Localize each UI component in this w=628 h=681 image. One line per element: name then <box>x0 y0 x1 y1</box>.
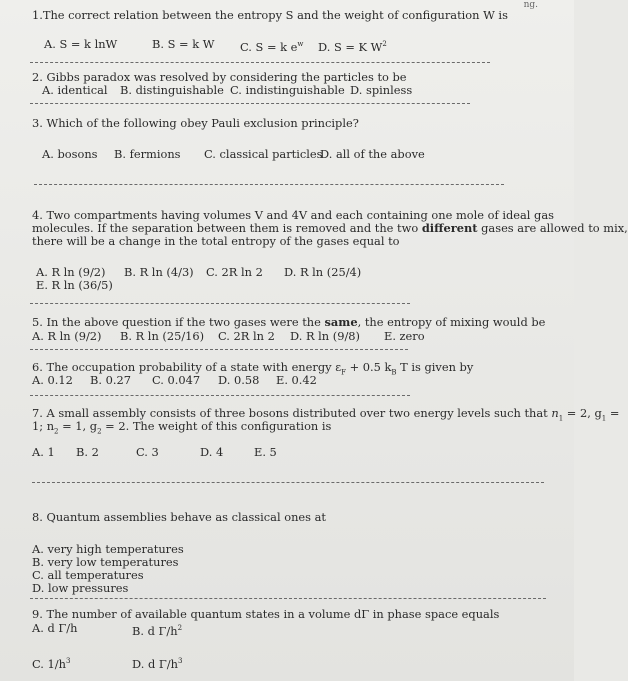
q9-option-b-sup: 2 <box>177 624 183 632</box>
q4-stem-line-3: there will be a change in the total entropy of the gases equal to <box>32 234 400 248</box>
q8-option-b: B. very low temperatures <box>32 555 179 569</box>
q5-emphasis: same <box>324 315 358 329</box>
q6-option-c: C. 0.047 <box>152 373 201 387</box>
q5-stem-before: 5. In the above question if the two gases were the <box>32 315 321 329</box>
q6-stem-after: T is given by <box>396 360 474 374</box>
q3-stem: 3. Which of the following obey Pauli exclusion principle? <box>32 116 359 130</box>
q1-option-d-sup: 2 <box>382 40 387 48</box>
q6-stem-before: 6. The occupation probability of a state with energy <box>32 360 332 374</box>
q4-emphasis: different <box>421 221 478 235</box>
q7-eq: = <box>606 406 620 420</box>
q2-option-a: A. identical <box>42 83 108 97</box>
q7-stem-line-2 <box>32 420 331 438</box>
q3-option-d: D. all of the above <box>320 147 425 161</box>
q7-option-b: B. 2 <box>76 445 99 459</box>
q6-stem-mid: + 0.5 k <box>345 360 392 374</box>
q1-option-b: B. S = k W <box>152 37 215 51</box>
q6-option-b: B. 0.27 <box>90 373 131 387</box>
q1-option-c <box>240 38 303 54</box>
q1-stem: 1.The correct relation between the entropy S and the weight of configuration W is <box>32 8 508 22</box>
q9-option-d <box>132 655 182 671</box>
q2-stem: 2. Gibbs paradox was resolved by considering the particles to be <box>32 70 407 84</box>
q5-option-d: D. R ln (9/8) <box>290 329 360 343</box>
q5-option-b: B. R ln (25/16) <box>120 329 205 343</box>
q9-option-a: A. d Γ/h <box>32 621 78 635</box>
q2-option-c: C. indistinguishable <box>230 83 345 97</box>
q7-sub-2b: 2 <box>97 427 102 436</box>
q7-option-e: E. 5 <box>254 445 277 459</box>
q8-option-d: D. low pressures <box>32 581 129 595</box>
q7-option-d: D. 4 <box>200 445 224 459</box>
q7-sub-1: 1 <box>558 414 564 423</box>
q5-option-c: C. 2R ln 2 <box>218 329 275 343</box>
q1-option-c-sup: w <box>297 40 304 48</box>
q3-option-a: A. bosons <box>42 147 98 161</box>
q7-line2-start: 1; n <box>32 419 55 433</box>
q7-stem-line-1-text: 7. A small assembly consists of three bosons distributed over two energy levels such that <box>32 406 548 420</box>
q4-stem-line-1: 4. Two compartments having volumes V and 4V and each containing one mole of ideal gas <box>32 208 554 222</box>
q7-option-c: C. 3 <box>136 445 159 459</box>
q1-option-d <box>318 38 387 54</box>
q6-option-d: D. 0.58 <box>218 373 260 387</box>
q5-stem <box>32 316 545 329</box>
q4-option-a: A. R ln (9/2) <box>36 265 106 279</box>
q4-option-e: E. R ln (36/5) <box>36 278 113 292</box>
q2-option-d: D. spinless <box>350 83 413 97</box>
q9-option-b <box>132 622 182 638</box>
q9-option-d-sup: 3 <box>177 657 183 665</box>
q7-option-a: A. 1 <box>32 445 55 459</box>
q3-option-c: C. classical particles <box>204 147 323 161</box>
q7-line2-end: = 2. The weight of this configuration is <box>101 419 332 433</box>
divider <box>30 349 408 350</box>
q9-stem: 9. The number of available quantum states in a volume dΓ in phase space equals <box>32 607 500 621</box>
q8-option-a: A. very high temperatures <box>32 542 184 556</box>
header-fragment: ng. <box>523 0 538 10</box>
q6-energy: ε <box>335 360 342 374</box>
divider <box>30 303 410 304</box>
q5-option-a: A. R ln (9/2) <box>32 329 102 343</box>
q4-stem-line-2-text: molecules. If the separation between them is removed and the two <box>32 221 419 235</box>
divider <box>30 598 546 599</box>
q4-option-b: B. R ln (4/3) <box>124 265 194 279</box>
q9-option-c-text: C. 1/h <box>32 656 66 671</box>
q1-option-d-text: D. S = K W <box>318 39 383 54</box>
q5-option-e: E. zero <box>384 329 425 343</box>
divider <box>34 184 504 185</box>
divider <box>30 103 470 104</box>
q9-option-c <box>32 655 70 671</box>
q3-option-b: B. fermions <box>114 147 181 161</box>
q7-sub-2: 2 <box>54 427 59 436</box>
q7-sub-1b: 1 <box>601 414 607 423</box>
q6-option-e: E. 0.42 <box>276 373 317 387</box>
q9-option-b-text: B. d Γ/h <box>132 623 178 638</box>
q4-option-c: C. 2R ln 2 <box>206 265 263 279</box>
q8-stem: 8. Quantum assemblies behave as classical ones at <box>32 510 326 524</box>
q4-option-d: D. R ln (25/4) <box>284 265 362 279</box>
divider <box>30 62 490 63</box>
divider <box>30 395 410 396</box>
q6-option-a: A. 0.12 <box>32 373 73 387</box>
q8-option-c: C. all temperatures <box>32 568 144 582</box>
q7-g: = 2, g <box>563 406 602 420</box>
q9-option-c-sup: 3 <box>65 657 71 665</box>
q2-option-b: B. distinguishable <box>120 83 224 97</box>
q6-energy-sub: F <box>341 368 346 377</box>
q1-option-a: A. S = k lnW <box>44 37 118 51</box>
q4-stem-line-2-end: gases are allowed to mix, <box>481 221 628 235</box>
q5-stem-after: , the entropy of mixing would be <box>357 315 546 329</box>
q1-option-c-text: C. S = k e <box>240 39 298 54</box>
q7-n: n <box>551 406 559 420</box>
q7-line2-mid: = 1, g <box>58 419 98 433</box>
q6-k-sub: B <box>391 368 397 377</box>
divider <box>32 482 544 483</box>
q9-option-d-text: D. d Γ/h <box>132 656 178 671</box>
